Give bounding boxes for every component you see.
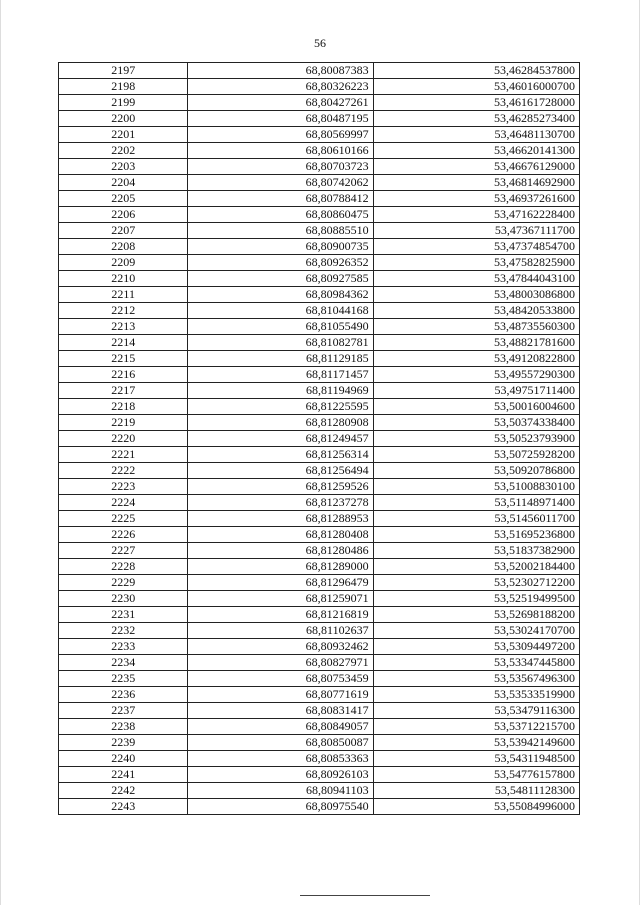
point-number-cell: 2203 [59,159,188,175]
point-number-cell: 2199 [59,95,188,111]
table-row [59,351,580,367]
x-coordinate-cell: 68,81288953 [188,511,373,527]
point-number-cell: 2206 [59,207,188,223]
point-number-cell: 2242 [59,783,188,799]
x-coordinate-cell: 68,81280486 [188,543,373,559]
x-coordinate-cell: 68,80984362 [188,287,373,303]
table-row [59,239,580,255]
x-coordinate-cell: 68,81044168 [188,303,373,319]
table-row [59,271,580,287]
x-coordinate-cell: 68,80850087 [188,735,373,751]
table-row [59,703,580,719]
table-row [59,335,580,351]
x-coordinate-cell: 68,81249457 [188,431,373,447]
y-coordinate-cell: 53,46284537800 [373,63,579,79]
point-number-cell: 2216 [59,367,188,383]
x-coordinate-cell: 68,81225595 [188,399,373,415]
point-number-cell: 2226 [59,527,188,543]
table-row [59,431,580,447]
table-row [59,511,580,527]
coordinates-table [58,62,580,815]
x-coordinate-cell: 68,81259071 [188,591,373,607]
table-row [59,63,580,79]
y-coordinate-cell: 53,53347445800 [373,655,579,671]
x-coordinate-cell: 68,81256314 [188,447,373,463]
y-coordinate-cell: 53,54311948500 [373,751,579,767]
y-coordinate-cell: 53,46676129000 [373,159,579,175]
point-number-cell: 2208 [59,239,188,255]
x-coordinate-cell: 68,80926103 [188,767,373,783]
x-coordinate-cell: 68,80753459 [188,671,373,687]
x-coordinate-cell: 68,80742062 [188,175,373,191]
y-coordinate-cell: 53,47844043100 [373,271,579,287]
x-coordinate-cell: 68,80926352 [188,255,373,271]
point-number-cell: 2241 [59,767,188,783]
x-coordinate-cell: 68,80087383 [188,63,373,79]
table-row [59,575,580,591]
y-coordinate-cell: 53,49751711400 [373,383,579,399]
y-coordinate-cell: 53,53533519900 [373,687,579,703]
point-number-cell: 2209 [59,255,188,271]
table-row [59,159,580,175]
point-number-cell: 2243 [59,799,188,815]
y-coordinate-cell: 53,51456011700 [373,511,579,527]
table-row [59,767,580,783]
y-coordinate-cell: 53,52002184400 [373,559,579,575]
table-row [59,559,580,575]
x-coordinate-cell: 68,80900735 [188,239,373,255]
point-number-cell: 2227 [59,543,188,559]
y-coordinate-cell: 53,52519499500 [373,591,579,607]
x-coordinate-cell: 68,80703723 [188,159,373,175]
table-row [59,191,580,207]
y-coordinate-cell: 53,47162228400 [373,207,579,223]
table-row [59,447,580,463]
y-coordinate-cell: 53,47367111700 [373,223,579,239]
y-coordinate-cell: 53,46285273400 [373,111,579,127]
y-coordinate-cell: 53,50920786800 [373,463,579,479]
y-coordinate-cell: 53,53942149600 [373,735,579,751]
table-row [59,799,580,815]
y-coordinate-cell: 53,51837382900 [373,543,579,559]
y-coordinate-cell: 53,49120822800 [373,351,579,367]
x-coordinate-cell: 68,81280908 [188,415,373,431]
x-coordinate-cell: 68,81289000 [188,559,373,575]
table-row [59,367,580,383]
point-number-cell: 2223 [59,479,188,495]
x-coordinate-cell: 68,80427261 [188,95,373,111]
table-row [59,495,580,511]
x-coordinate-cell: 68,80827971 [188,655,373,671]
y-coordinate-cell: 53,52302712200 [373,575,579,591]
y-coordinate-cell: 53,50725928200 [373,447,579,463]
x-coordinate-cell: 68,81102637 [188,623,373,639]
point-number-cell: 2229 [59,575,188,591]
point-number-cell: 2211 [59,287,188,303]
x-coordinate-cell: 68,80860475 [188,207,373,223]
x-coordinate-cell: 68,80610166 [188,143,373,159]
x-coordinate-cell: 68,80326223 [188,79,373,95]
table-row [59,223,580,239]
y-coordinate-cell: 53,48821781600 [373,335,579,351]
point-number-cell: 2220 [59,431,188,447]
x-coordinate-cell: 68,80975540 [188,799,373,815]
y-coordinate-cell: 53,51148971400 [373,495,579,511]
y-coordinate-cell: 53,53024170700 [373,623,579,639]
y-coordinate-cell: 53,48735560300 [373,319,579,335]
x-coordinate-cell: 68,81194969 [188,383,373,399]
y-coordinate-cell: 53,51695236800 [373,527,579,543]
x-coordinate-cell: 68,80771619 [188,687,373,703]
x-coordinate-cell: 68,81082781 [188,335,373,351]
table-row [59,591,580,607]
y-coordinate-cell: 53,50523793900 [373,431,579,447]
table-row [59,687,580,703]
point-number-cell: 2201 [59,127,188,143]
table-row [59,287,580,303]
y-coordinate-cell: 53,48420533800 [373,303,579,319]
point-number-cell: 2218 [59,399,188,415]
point-number-cell: 2213 [59,319,188,335]
point-number-cell: 2230 [59,591,188,607]
y-coordinate-cell: 53,53712215700 [373,719,579,735]
x-coordinate-cell: 68,81296479 [188,575,373,591]
table-row [59,751,580,767]
table-row [59,111,580,127]
point-number-cell: 2240 [59,751,188,767]
point-number-cell: 2232 [59,623,188,639]
x-coordinate-cell: 68,80932462 [188,639,373,655]
page-number: 56 [314,36,326,50]
point-number-cell: 2210 [59,271,188,287]
point-number-cell: 2224 [59,495,188,511]
point-number-cell: 2235 [59,671,188,687]
y-coordinate-cell: 53,46481130700 [373,127,579,143]
x-coordinate-cell: 68,81129185 [188,351,373,367]
point-number-cell: 2221 [59,447,188,463]
point-number-cell: 2212 [59,303,188,319]
table-row [59,127,580,143]
table-row [59,639,580,655]
point-number-cell: 2225 [59,511,188,527]
table-row [59,399,580,415]
point-number-cell: 2238 [59,719,188,735]
point-number-cell: 2228 [59,559,188,575]
y-coordinate-cell: 53,55084996000 [373,799,579,815]
y-coordinate-cell: 53,50374338400 [373,415,579,431]
x-coordinate-cell: 68,81280408 [188,527,373,543]
table-row [59,671,580,687]
y-coordinate-cell: 53,47582825900 [373,255,579,271]
y-coordinate-cell: 53,50016004600 [373,399,579,415]
x-coordinate-cell: 68,81237278 [188,495,373,511]
y-coordinate-cell: 53,46814692900 [373,175,579,191]
y-coordinate-cell: 53,46161728000 [373,95,579,111]
point-number-cell: 2204 [59,175,188,191]
y-coordinate-cell: 53,46620141300 [373,143,579,159]
y-coordinate-cell: 53,46016000700 [373,79,579,95]
point-number-cell: 2222 [59,463,188,479]
x-coordinate-cell: 68,81055490 [188,319,373,335]
point-number-cell: 2214 [59,335,188,351]
table-row [59,463,580,479]
point-number-cell: 2237 [59,703,188,719]
y-coordinate-cell: 53,54776157800 [373,767,579,783]
table-row [59,319,580,335]
x-coordinate-cell: 68,80849057 [188,719,373,735]
x-coordinate-cell: 68,80853363 [188,751,373,767]
page-edge-left [0,0,1,905]
x-coordinate-cell: 68,80569997 [188,127,373,143]
y-coordinate-cell: 53,49557290300 [373,367,579,383]
table-row [59,95,580,111]
point-number-cell: 2200 [59,111,188,127]
y-coordinate-cell: 53,53094497200 [373,639,579,655]
x-coordinate-cell: 68,81171457 [188,367,373,383]
point-number-cell: 2239 [59,735,188,751]
x-coordinate-cell: 68,80487195 [188,111,373,127]
table-row [59,607,580,623]
point-number-cell: 2217 [59,383,188,399]
y-coordinate-cell: 53,54811128300 [373,783,579,799]
table-row [59,415,580,431]
point-number-cell: 2215 [59,351,188,367]
table-row [59,719,580,735]
table-row [59,735,580,751]
y-coordinate-cell: 53,47374854700 [373,239,579,255]
bottom-rule [300,895,430,896]
point-number-cell: 2236 [59,687,188,703]
point-number-cell: 2219 [59,415,188,431]
x-coordinate-cell: 68,80927585 [188,271,373,287]
y-coordinate-cell: 53,53479116300 [373,703,579,719]
point-number-cell: 2198 [59,79,188,95]
table-row [59,543,580,559]
x-coordinate-cell: 68,80941103 [188,783,373,799]
table-row [59,79,580,95]
point-number-cell: 2231 [59,607,188,623]
x-coordinate-cell: 68,81259526 [188,479,373,495]
x-coordinate-cell: 68,81216819 [188,607,373,623]
y-coordinate-cell: 53,52698188200 [373,607,579,623]
x-coordinate-cell: 68,80885510 [188,223,373,239]
table-row [59,143,580,159]
table-row [59,479,580,495]
y-coordinate-cell: 53,46937261600 [373,191,579,207]
y-coordinate-cell: 53,48003086800 [373,287,579,303]
table-row [59,623,580,639]
table-row [59,655,580,671]
point-number-cell: 2197 [59,63,188,79]
x-coordinate-cell: 68,80788412 [188,191,373,207]
point-number-cell: 2205 [59,191,188,207]
table-row [59,783,580,799]
table-row [59,255,580,271]
y-coordinate-cell: 53,51008830100 [373,479,579,495]
point-number-cell: 2207 [59,223,188,239]
x-coordinate-cell: 68,81256494 [188,463,373,479]
point-number-cell: 2202 [59,143,188,159]
table-row [59,207,580,223]
table-row [59,527,580,543]
coordinates-table-body [59,63,580,815]
table-row [59,303,580,319]
table-row [59,175,580,191]
table-row [59,383,580,399]
x-coordinate-cell: 68,80831417 [188,703,373,719]
y-coordinate-cell: 53,53567496300 [373,671,579,687]
point-number-cell: 2234 [59,655,188,671]
point-number-cell: 2233 [59,639,188,655]
